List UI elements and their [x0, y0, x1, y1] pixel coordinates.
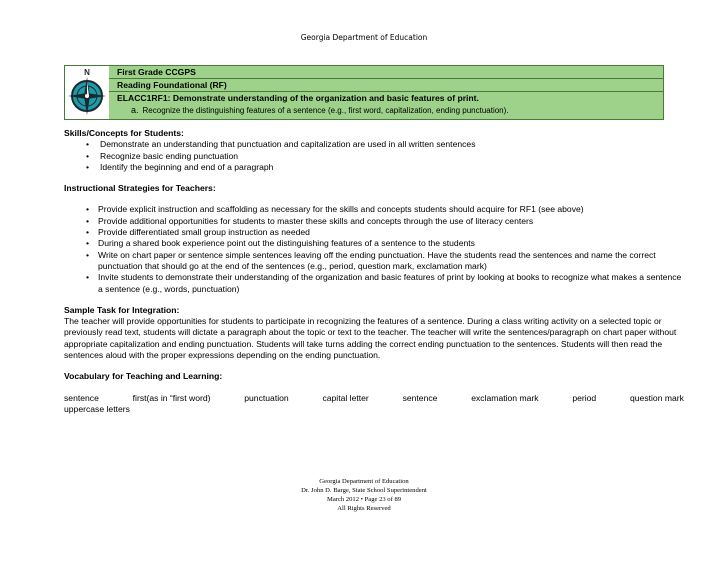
- strategies-item: • During a shared book experience point out the distinguishing features of a sentence to the students: [64, 238, 684, 249]
- skills-list: [64, 139, 684, 173]
- strategies-item: • Provide additional opportunities for students to master these skills and concepts through the use of literacy centers: [64, 216, 684, 227]
- vocabulary-heading: Vocabulary for Teaching and Learning:: [64, 371, 223, 382]
- vocab-word-last: uppercase letters: [64, 403, 130, 414]
- strategies-item: • Provide explicit instruction and scaffolding as necessary for the skills and concepts students should acquire for RF1 (see above): [64, 204, 684, 215]
- sample-task-heading: Sample Task for Integration:: [64, 304, 180, 315]
- strategies-list: [64, 204, 684, 294]
- sample-task-text: The teacher will provide opportunities for students to participate in recognizing the features of a sentence. During a class writing activity on a selected topic or previously read text, students will dictate a paragraph about the topic or text to the teacher. The teacher will write the sentences/paragraph on chart paper without appropriate capitalization and ending punctuation. Students will take turns adding the correct ending punctuation to the sentences. Students will then read the sentences aloud with the proper expressions depending on the ending punctuation.: [64, 316, 677, 361]
- grade-band: First Grade CCGPS: [109, 66, 663, 79]
- vocab-word: first(as in “first word): [132, 392, 211, 403]
- skills-item: • Demonstrate an understanding that punctuation and capitalization are used in all written sentences: [64, 139, 684, 150]
- standard-header-box: [64, 65, 664, 120]
- page-header: Georgia Department of Education: [300, 33, 428, 42]
- footer-line: Dr. John D. Barge, State School Superintendent: [301, 487, 427, 494]
- footer-line: Georgia Department of Education: [319, 478, 409, 485]
- vocab-word: punctuation: [244, 392, 289, 403]
- standard-band: [109, 92, 663, 119]
- compass-icon: [65, 66, 109, 119]
- svg-text:N: N: [84, 68, 90, 77]
- strategies-item: • Write on chart paper or sentence simple sentences leaving off the ending punctuation. Have the students read the sentences and name the correct punctuation that should go at the end of the sentences (e.g., period, question mark, exclamation mark): [64, 250, 684, 273]
- vocab-word: exclamation mark: [471, 392, 539, 403]
- skills-item: • Recognize basic ending punctuation: [64, 151, 684, 162]
- footer-line: All Rights Reserved: [337, 505, 391, 512]
- skills-heading: Skills/Concepts for Students:: [64, 128, 184, 138]
- vocab-word: question mark: [629, 392, 684, 403]
- footer-line: March 2012 • Page 23 of 89: [326, 496, 402, 503]
- strategies-item: • Invite students to demonstrate their understanding of the organization and basic features of print by looking at books to recognize what makes a sentence a sentence (e.g., words, punctuation): [64, 272, 684, 295]
- vocabulary-row: [64, 393, 684, 404]
- vocab-word: sentence: [402, 392, 438, 403]
- subitem-letter: a.: [131, 105, 139, 115]
- strand-band: Reading Foundational (RF): [109, 79, 663, 92]
- main-content: [64, 128, 684, 415]
- standard-title: ELACC1RF1: Demonstrate understanding of the organization and basic features of print.: [117, 93, 479, 103]
- strategies-item: • Provide differentiated small group instruction as needed: [64, 227, 684, 238]
- strategies-heading: Instructional Strategies for Teachers:: [64, 183, 216, 194]
- skills-item: • Identify the beginning and end of a paragraph: [64, 162, 684, 173]
- page-footer: [0, 477, 728, 513]
- standard-subitem: [117, 104, 663, 117]
- vocab-word: period: [572, 392, 597, 403]
- subitem-text: Recognize the distinguishing features of a sentence (e.g., first word, capitalization, ending punctuation).: [142, 106, 509, 115]
- vocab-word: capital letter: [322, 392, 369, 403]
- vocab-word: sentence: [64, 392, 99, 403]
